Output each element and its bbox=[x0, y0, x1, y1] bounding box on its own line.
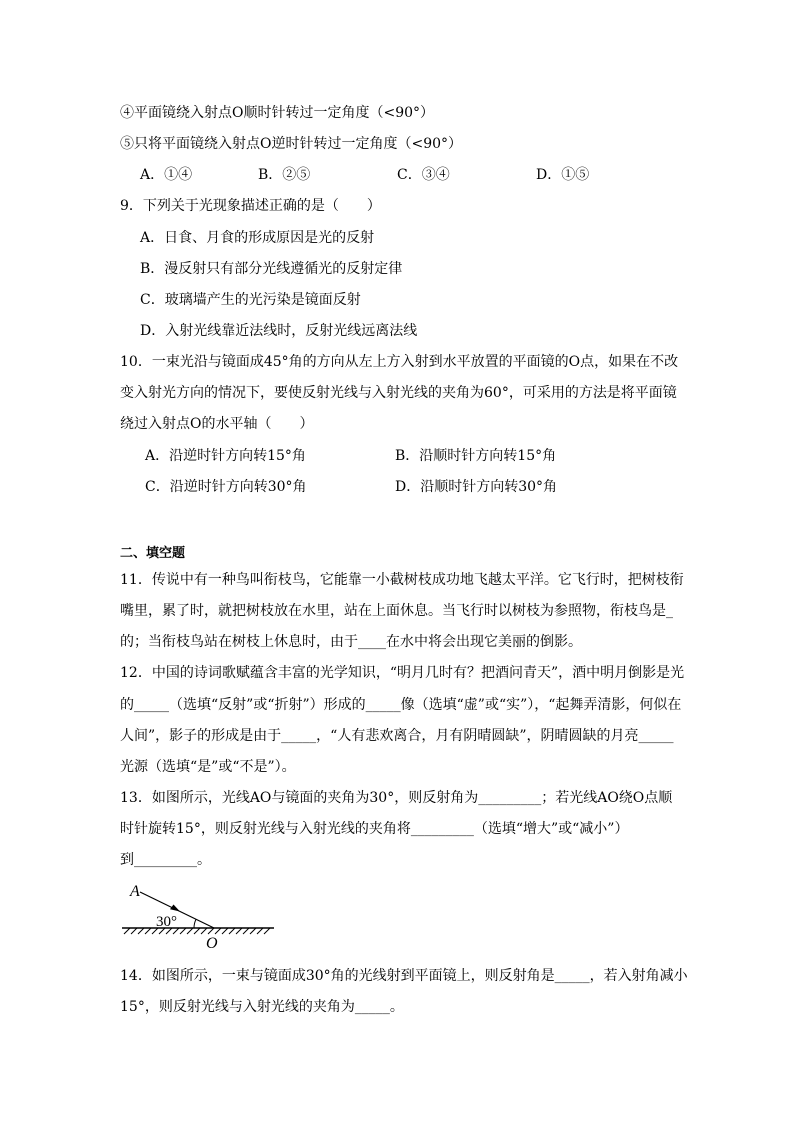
label-a: A bbox=[130, 883, 140, 900]
q14-line-1: 14．如图所示，一束与镜面成30°角的光线射到平面镜上，则反射角是_____，若入射角减小 bbox=[120, 968, 688, 984]
q11-line-3: 的；当衔枝鸟站在树枝上休息时，由于____在水中将会出现它美丽的倒影。 bbox=[120, 634, 582, 650]
q11-line-1: 11．传说中有一种鸟叫衔枝鸟，它能靠一小截树枝成功地飞越太平洋。它飞行时，把树枝衔 bbox=[120, 572, 684, 588]
q10-line-2: 变入射光方向的情况下，要使反射光线与入射光线的夹角为60°，可采用的方法是将平面镜 bbox=[120, 385, 677, 401]
q13-reflection-figure bbox=[118, 876, 278, 952]
q8-option-b: B．②⑤ bbox=[258, 167, 311, 183]
angle-label: 30° bbox=[156, 914, 177, 930]
q12-line-2: 的_____（选填“反射”或“折射”）形成的_____像（选填“虚”或“实”），“起舞弄清影，何似在 bbox=[120, 697, 682, 713]
q12-line-1: 12．中国的诗词歌赋蕴含丰富的光学知识，“明月几时有？把酒问青天”，酒中明月倒影是光 bbox=[120, 665, 685, 681]
q13-line-2: 时针旋转15°，则反射光线与入射光线的夹角将_________（选填“增大”或“减小”） bbox=[120, 821, 629, 837]
q13-line-3: 到_________。 bbox=[120, 852, 211, 868]
q13-line-1: 13．如图所示，光线AO与镜面的夹角为30°，则反射角为_________；若光线AO绕O点顺 bbox=[120, 790, 673, 806]
mirror-hatching bbox=[124, 928, 270, 934]
q12-line-3: 人间”，影子的形成是由于_____，“人有悲欢离合，月有阴晴圆缺”，阴晴圆缺的月亮_____ bbox=[120, 728, 674, 744]
q14-line-2: 15°，则反射光线与入射光线的夹角为_____。 bbox=[120, 999, 404, 1015]
q10-option-d: D．沿顺时针方向转30°角 bbox=[395, 479, 558, 495]
label-o: O bbox=[206, 935, 218, 952]
q9-option-a: A．日食、月食的形成原因是光的反射 bbox=[140, 230, 375, 246]
angle-arc bbox=[194, 919, 196, 928]
q8-option-c: C．③④ bbox=[397, 167, 450, 183]
q8-options bbox=[140, 166, 660, 184]
q12-line-4: 光源（选填“是”或“不是”）。 bbox=[120, 759, 296, 775]
q10-option-b: B．沿顺时针方向转15°角 bbox=[395, 448, 557, 464]
q9-stem: 9．下列关于光现象描述正确的是（ ） bbox=[120, 198, 381, 214]
q10-line-3: 绕过入射点O的水平轴（ ） bbox=[120, 416, 314, 432]
q8-option-a: A．①④ bbox=[140, 167, 193, 183]
q8-item-4: ④平面镜绕入射点O顺时针转过一定角度（<90°） bbox=[120, 105, 435, 121]
q10-options-row-1 bbox=[145, 447, 645, 465]
q8-item-5: ⑤只将平面镜绕入射点O逆时针转过一定角度（<90°） bbox=[120, 136, 463, 152]
q10-option-c: C．沿逆时针方向转30°角 bbox=[145, 479, 307, 495]
section-title: 二、填空题 bbox=[120, 546, 186, 561]
q9-option-c: C．玻璃墙产生的光污染是镜面反射 bbox=[140, 292, 361, 308]
ray-arrowhead bbox=[170, 905, 180, 912]
q11-line-2: 嘴里，累了时，就把树枝放在水里，站在上面休息。当飞行时以树枝为参照物，衔枝鸟是_ bbox=[120, 603, 673, 619]
q10-options-row-2 bbox=[145, 478, 645, 496]
q9-option-d: D．入射光线靠近法线时，反射光线远离法线 bbox=[140, 323, 418, 339]
q9-option-b: B．漫反射只有部分光线遵循光的反射定律 bbox=[140, 261, 403, 277]
q10-option-a: A．沿逆时针方向转15°角 bbox=[145, 448, 306, 464]
q8-option-d: D．①⑤ bbox=[536, 167, 590, 183]
q10-line-1: 10．一束光沿与镜面成45°角的方向从左上方入射到水平放置的平面镜的O点，如果在不改 bbox=[120, 354, 679, 370]
